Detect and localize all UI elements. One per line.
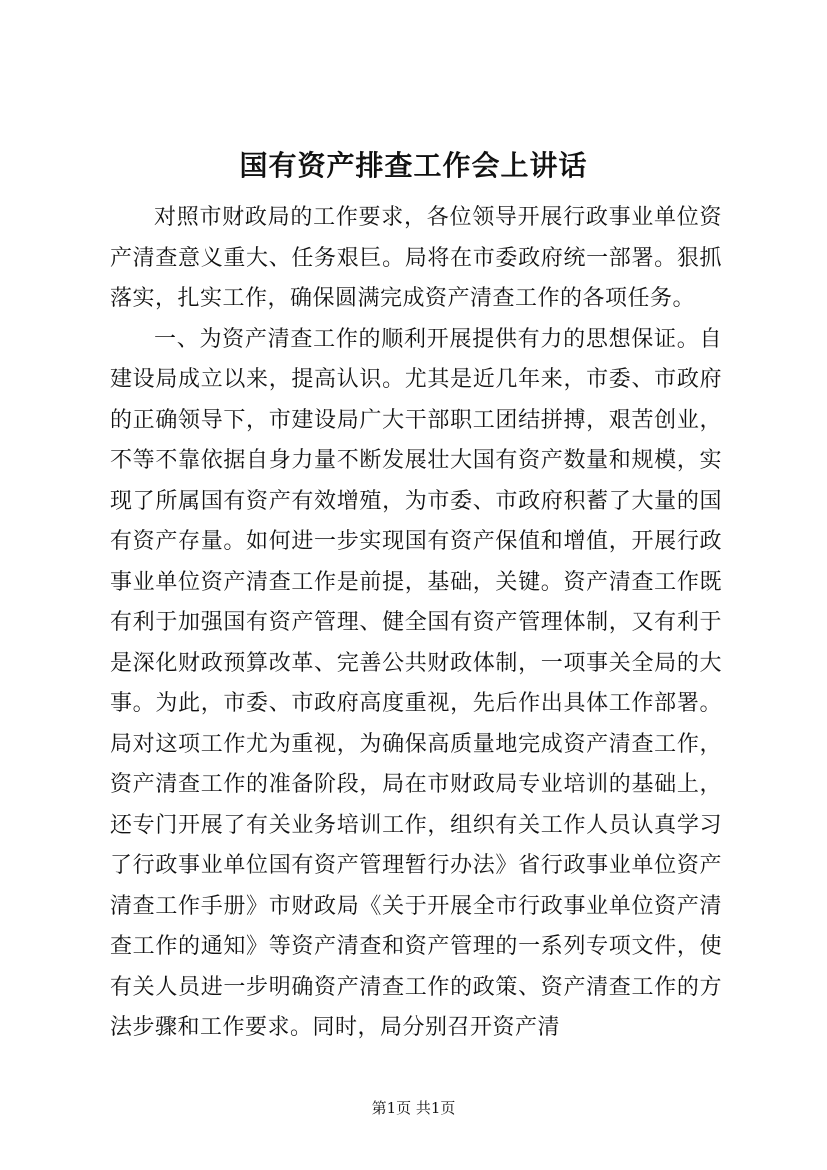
document-body — [110, 198, 722, 1049]
paragraph-section-one: 一、为资产清查工作的顺利开展提供有力的思想保证。自建设局成立以来，提高认识。尤其是近几年来，市委、市政府的正确领导下，市建设局广大干部职工团结拼搏，艰苦创业，不等不靠依据自身力量不断发展壮大国有资产数量和规模，实现了所属国有资产有效增殖，为市委、市政府积蓄了大量的国有资产存量。如何进一步实现国有资产保值和增值，开展行政事业单位资产清查工作是前提，基础，关键。资产清查工作既有利于加强国有资产管理、健全国有资产管理体制，又有利于是深化财政预算改革、完善公共财政体制，一项事关全局的大事。为此，市委、市政府高度重视，先后作出具体工作部署。局对这项工作尤为重视，为确保高质量地完成资产清查工作，资产清查工作的准备阶段，局在市财政局专业培训的基础上，还专门开展了有关业务培训工作，组织有关工作人员认真学习了行政事业单位国有资产管理暂行办法》省行政事业单位资产清查工作手册》市财政局《关于开展全市行政事业单位资产清查工作的通知》等资产清查和资产管理的一系列专项文件，使有关人员进一步明确资产清查工作的政策、资产清查工作的方法步骤和工作要求。同时，局分别召开资产清 — [110, 326, 722, 1040]
paragraph-intro: 对照市财政局的工作要求，各位领导开展行政事业单位资产清查意义重大、任务艰巨。局将在市委政府统一部署。狠抓落实，扎实工作，确保圆满完成资产清查工作的各项任务。 — [110, 205, 722, 311]
document-title: 国有资产排查工作会上讲话 — [239, 149, 588, 182]
page-footer: 第1页 共1页 — [371, 1099, 456, 1117]
